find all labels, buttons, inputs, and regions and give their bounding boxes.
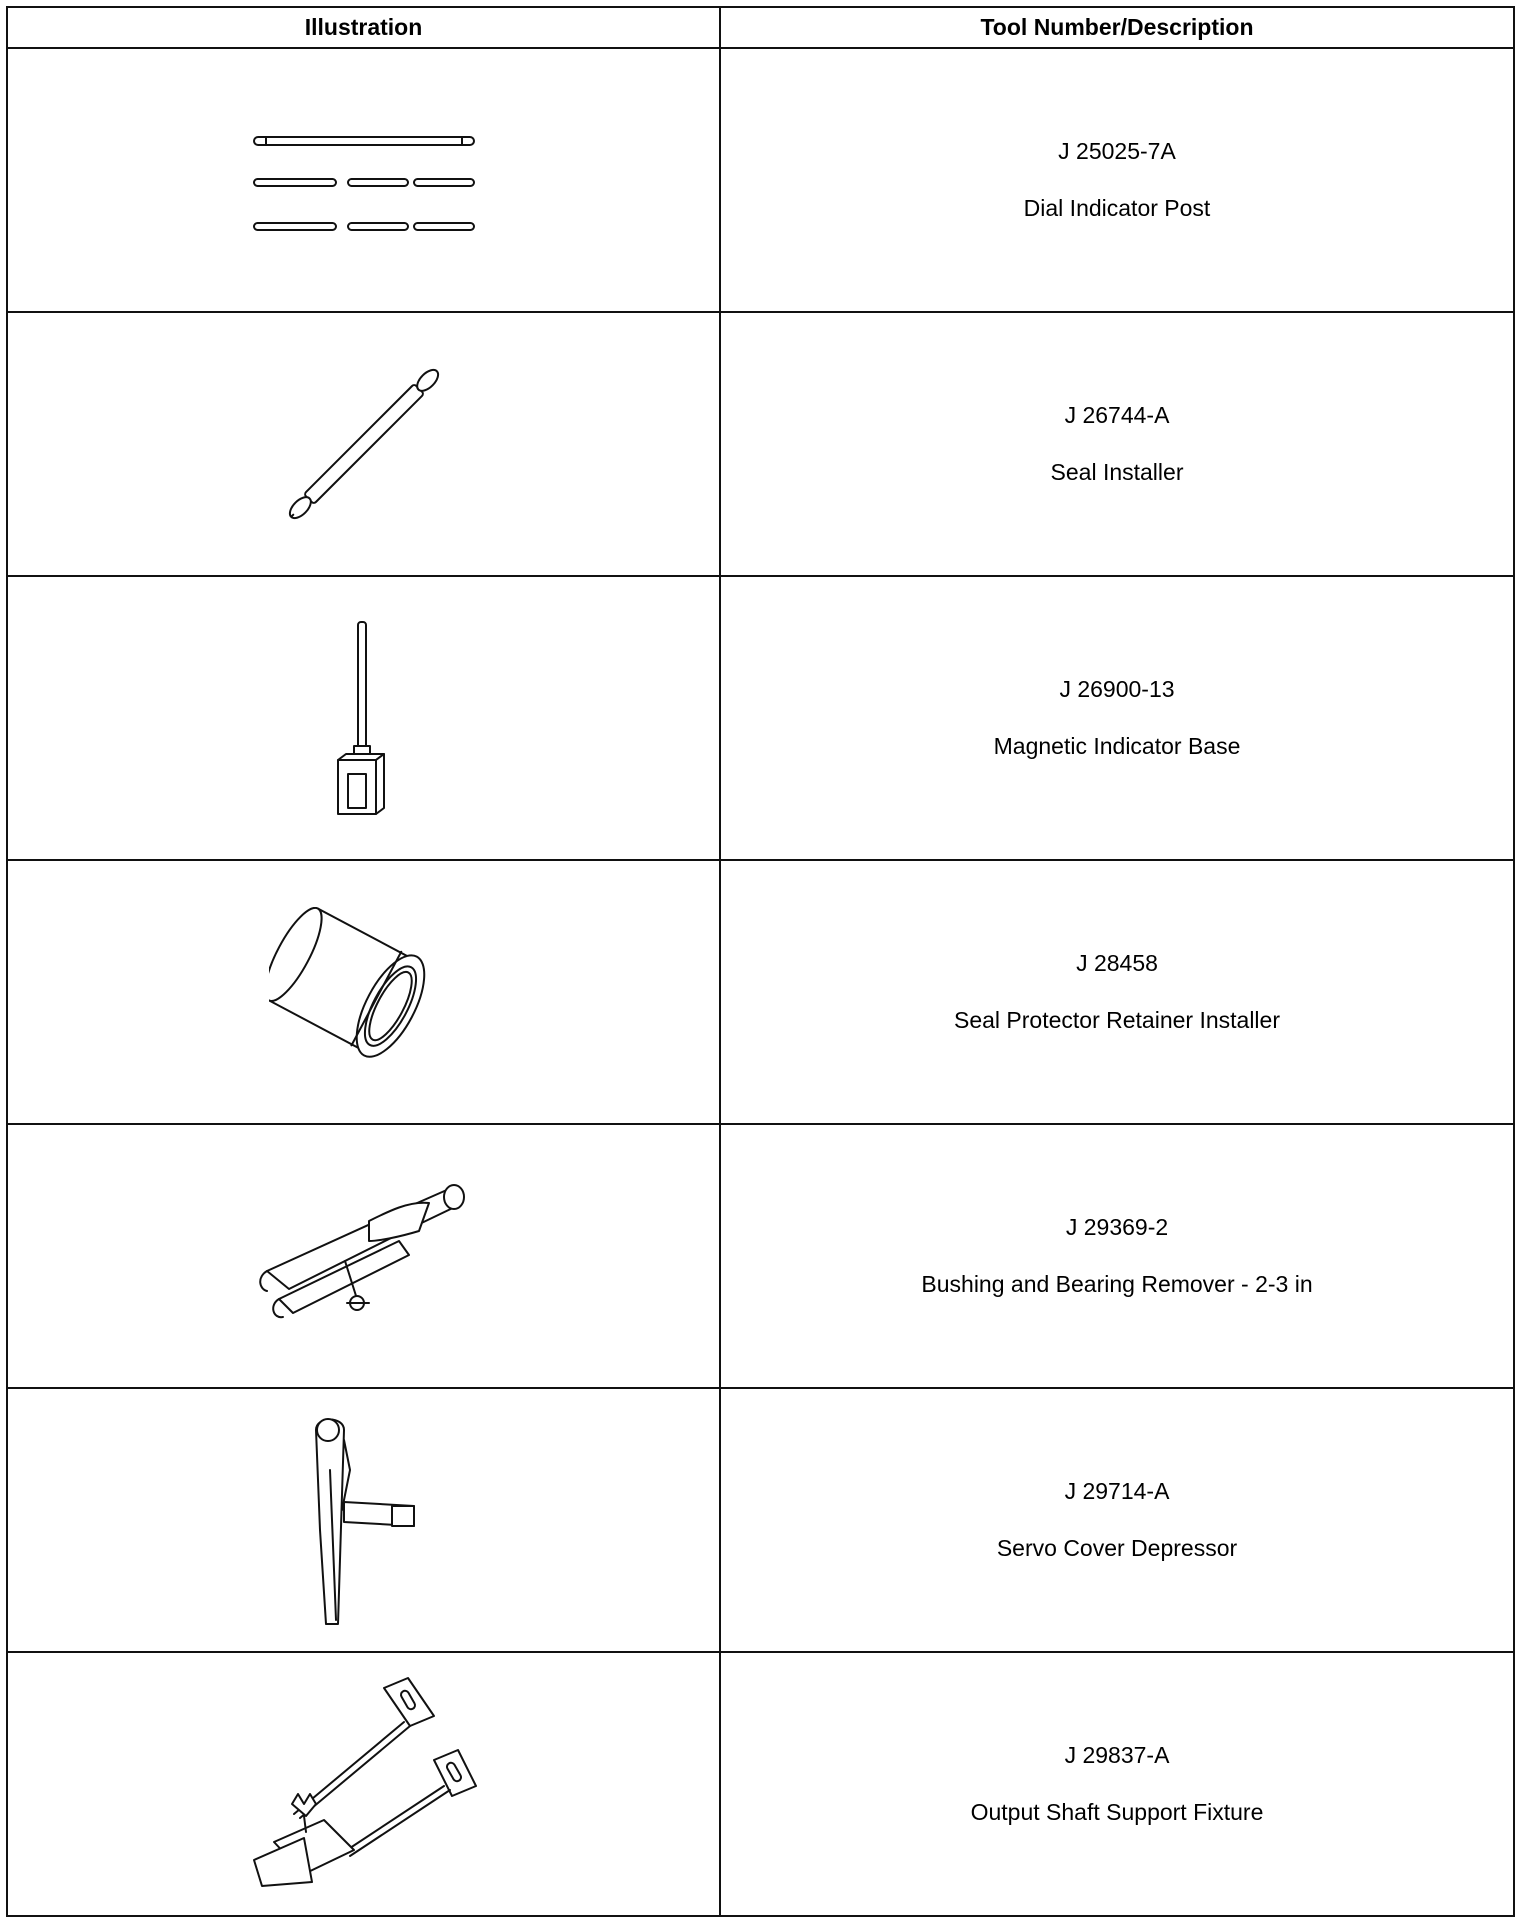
table-row (7, 48, 1514, 312)
seal-installer-icon (254, 334, 474, 554)
tool-description: Bushing and Bearing Remover - 2-3 in (921, 1271, 1313, 1297)
description-cell (720, 576, 1514, 860)
illustration-cell (7, 860, 720, 1124)
description-cell (720, 1388, 1514, 1652)
description-cell (720, 312, 1514, 576)
table-row (7, 860, 1514, 1124)
tool-description: Seal Protector Retainer Installer (954, 1007, 1280, 1033)
tool-number: J 29837-A (1064, 1742, 1170, 1768)
illustration-cell (7, 312, 720, 576)
description-cell (720, 860, 1514, 1124)
tool-description: Output Shaft Support Fixture (970, 1799, 1264, 1825)
tool-number: J 29369-2 (1065, 1214, 1169, 1240)
tool-number: J 28458 (1076, 950, 1158, 976)
servo-cover-depressor-icon (294, 1410, 434, 1630)
magnetic-indicator-base-icon (324, 618, 404, 818)
table-row (7, 312, 1514, 576)
table-row (7, 576, 1514, 860)
description-cell (720, 1124, 1514, 1388)
description-cell (720, 48, 1514, 312)
tool-number: J 29714-A (1064, 1478, 1170, 1504)
dial-indicator-post-icon (244, 125, 484, 235)
illustration-cell (7, 1652, 720, 1916)
header-illustration: Illustration (7, 7, 720, 48)
table-row (7, 1124, 1514, 1388)
illustration-cell (7, 48, 720, 312)
header-tool-number-description: Tool Number/Description (720, 7, 1514, 48)
table-row (7, 1652, 1514, 1916)
tool-description: Seal Installer (1050, 459, 1184, 485)
illustration-cell (7, 1124, 720, 1388)
tool-description: Magnetic Indicator Base (993, 733, 1241, 759)
output-shaft-support-fixture-icon (244, 1674, 484, 1894)
tool-number: J 26744-A (1064, 402, 1170, 428)
tool-description: Servo Cover Depressor (996, 1535, 1238, 1561)
description-cell (720, 1652, 1514, 1916)
bushing-bearing-remover-icon (249, 1171, 479, 1341)
tool-number: J 25025-7A (1058, 138, 1176, 164)
illustration-cell (7, 1388, 720, 1652)
illustration-cell (7, 576, 720, 860)
seal-protector-retainer-installer-icon (269, 907, 459, 1077)
table-header-row (7, 7, 1514, 48)
tool-number: J 26900-13 (1059, 676, 1175, 702)
table-row (7, 1388, 1514, 1652)
special-tools-table (6, 6, 1515, 1917)
tool-description: Dial Indicator Post (1023, 195, 1211, 221)
